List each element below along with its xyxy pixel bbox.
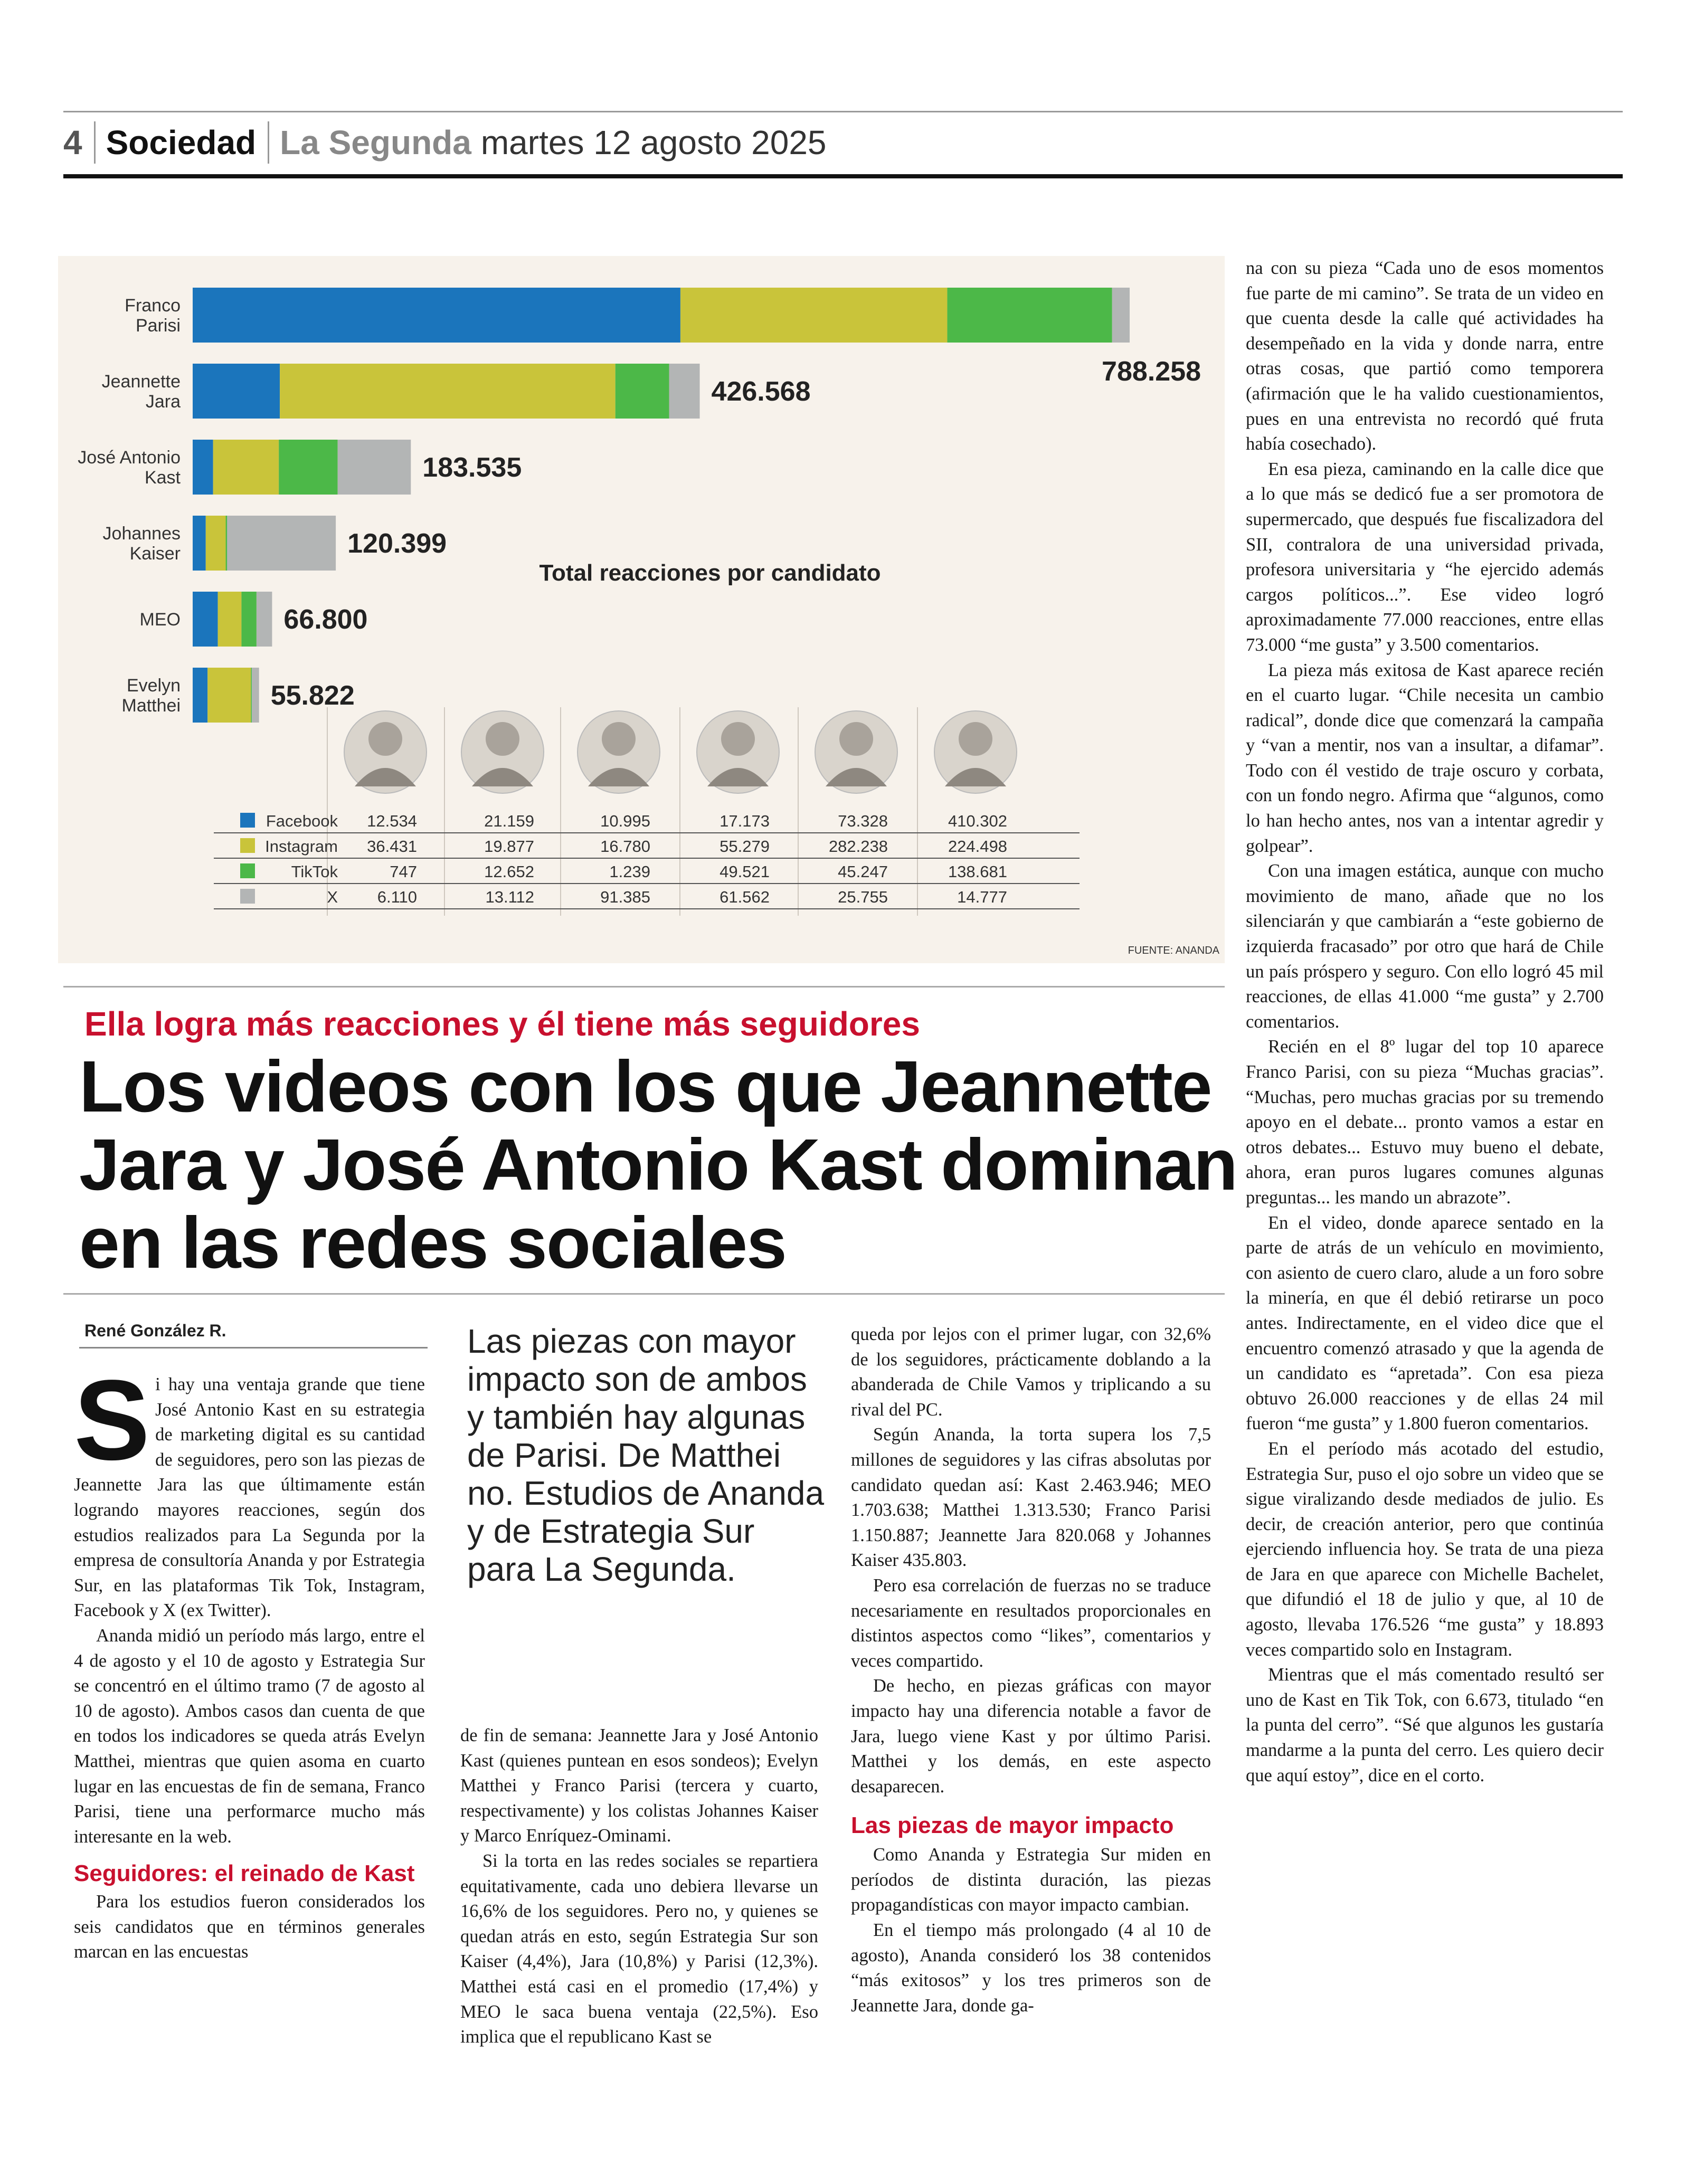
page-number: 4 [63, 121, 96, 164]
category-label: José Antonio Kast [78, 448, 181, 488]
table-cell: 138.681 [948, 862, 1007, 881]
paragraph: Como Ananda y Estrategia Sur miden en períodos de distinta duración, las piezas propagandísticas con mayor impacto cambian. [851, 1845, 1211, 1915]
headline-line: en las redes sociales [79, 1202, 786, 1284]
paragraph: De hecho, en piezas gráficas con mayor impacto hay una diferencia notable a favor de Jara, luego viene Kast y por último Parisi. Matthei y los demás, en este aspecto desaparecen. [851, 1676, 1211, 1797]
publication-date: martes 12 agosto 2025 [480, 124, 827, 162]
legend-swatch [240, 889, 255, 904]
page-header [63, 119, 827, 166]
legend-label: Facebook [266, 812, 338, 830]
table-cell: 16.780 [600, 837, 650, 856]
bar-segment-facebook [193, 516, 206, 571]
section-name: Sociedad [106, 121, 270, 164]
paragraph: Mientras que el más comentado resultó ser uno de Kast en Tik Tok, con 6.673, titulado “en la punta del cerro”. “Sé que algunos les gustaría mandarme a la punta del cerro. Les quiero decir que aquí estoy”, dice en el corto. [1246, 1665, 1604, 1786]
total-label: 66.800 [283, 604, 368, 635]
drop-cap: S [74, 1356, 150, 1484]
header-bottom-rule [63, 174, 1623, 178]
legend-swatch [240, 813, 255, 828]
paragraph: La pieza más exitosa de Kast aparece recién en el cuarto lugar. “Chile necesita un cambio radical”, donde dice que comenzará la campaña y “van a mentir, nos van a insultar, a difamar”. Todo con él vestido de traje oscuro y corbata, con un fondo negro. Afirma que “algunos, como lo han hecho antes, nos van a intentar agredir y golpear”. [1246, 660, 1604, 856]
total-label: 426.568 [711, 376, 811, 407]
table-cell: 55.279 [720, 837, 770, 856]
table-cell: 36.431 [367, 837, 417, 856]
table-cell: 224.498 [948, 837, 1007, 856]
table-cell: 12.652 [484, 862, 534, 881]
bar-segment-x [227, 516, 336, 571]
table-cell: 12.534 [367, 812, 417, 830]
table-cell: 10.995 [600, 812, 650, 830]
table-cell: 17.173 [720, 812, 770, 830]
headline-rule [63, 1293, 1225, 1295]
subheading: Las piezas de mayor impacto [851, 1812, 1174, 1839]
paragraph: En el período más acotado del estudio, Estrategia Sur, puso el ojo sobre un video que se sigue viralizando desde mediados de julio. Es decir, de creación anterior, pero que continúa ejerciendo influencia hoy. Se trata de una pieza de Jara en que aparece con Michelle Bachelet, que difundió el 18 de julio y que, al 10 de agosto, llevaba 176.526 “me gusta” y 18.893 veces compartido solo en Instagram. [1246, 1438, 1604, 1660]
paragraph: En el tiempo más prolongado (4 al 10 de agosto), Ananda consideró los 38 contenidos “más exitosos” y los tres primeros son de Jeannette Jara, donde ga- [851, 1920, 1211, 2016]
table-cell: 282.238 [828, 837, 888, 856]
bar-segment-facebook [193, 364, 280, 419]
bar-segment-x [338, 440, 411, 495]
paragraph: Ananda midió un período más largo, entre el 4 de agosto y el 10 de agosto y Estrategia Sur se concentró en el último tramo (7 de agosto al 10 de agosto). Ambos casos dan cuenta de que en todos los indicadores se queda atrás Evelyn Matthei, mientras que quien asoma en cuarto lugar en las encuestas de fin de semana, Franco Parisi, tiene una performarce mucho más interesante en la web. [74, 1625, 425, 1847]
bar-segment-x [1112, 288, 1130, 343]
table-cell: 45.247 [838, 862, 888, 881]
category-label: Johannes Kaiser [102, 524, 181, 564]
table-cell: 21.159 [484, 812, 534, 830]
bar-segment-x [669, 364, 700, 419]
bar-segment-facebook [193, 668, 207, 723]
byline: René González R. [84, 1321, 226, 1340]
bar-segment-instagram [280, 364, 616, 419]
kicker: Ella logra más reacciones y él tiene más seguidores [84, 1005, 920, 1043]
reactions-chart-svg [58, 256, 1225, 963]
table-cell: 6.110 [377, 888, 417, 906]
total-label: 788.258 [1102, 356, 1201, 387]
table-cell: 25.755 [838, 888, 888, 906]
table-cell: 13.112 [485, 888, 534, 906]
chart-source: FUENTE: ANANDA [1128, 945, 1219, 956]
legend-label: TikTok [291, 862, 338, 881]
chart-divider [63, 986, 1225, 987]
article-column-3 [851, 1322, 1211, 2018]
legend-label: Instagram [265, 837, 338, 856]
paragraph: de fin de semana: Jeannette Jara y José Antonio Kast (quienes puntean en esos sondeos); Evelyn Matthei y Franco Parisi (tercera y cuarto, respectivamente) y los colistas Johannes Kaiser y Marco Enríquez-Ominami. [460, 1725, 818, 1846]
total-label: 55.822 [270, 680, 355, 711]
bar-segment-x [257, 592, 272, 647]
article-column-1 [74, 1356, 425, 1965]
table-cell: 1.239 [609, 862, 650, 881]
bar-segment-instagram [680, 288, 948, 343]
legend-swatch [240, 863, 255, 878]
total-label: 120.399 [347, 528, 447, 559]
category-label: MEO [139, 610, 181, 630]
headline [79, 1046, 1237, 1284]
article-column-4 [1246, 256, 1604, 1788]
category-label: Franco Parisi [125, 296, 181, 336]
paragraph: Según Ananda, la torta supera los 7,5 millones de seguidores y las cifras absolutas por candidato quedan así: Kast 2.463.946; MEO 1.703.638; Matthei 1.313.530; Franco Parisi 1.150.887; Jeannette Jara 820.068 y Johannes Kaiser 435.803. [851, 1425, 1211, 1571]
article-column-2 [460, 1723, 818, 2050]
paragraph: i hay una ventaja grande que tiene José Antonio Kast en su estrategia de marketing digital es su cantidad de seguidores, pero son las piezas de Jeannette Jara las que últimamente están logrando mayores reacciones, según dos estudios realizados para La Segunda por la empresa de consultoría Ananda y por Estrategia Sur, en las plataformas Tik Tok, Instagram, Facebook y X (ex Twitter). [74, 1374, 425, 1621]
table-cell: 19.877 [484, 837, 534, 856]
legend-swatch [240, 838, 255, 853]
paragraph: En el video, donde aparece sentado en la parte de atrás de un vehículo en movimiento, con asiento de cuero claro, alude a un foro sobre la minería, en que él debió retirarse un poco antes. Indirectamente, en el video dice que el encuentro comenzó atrasado y que la agenda de un candidato es “apretada”. Con esa pieza obtuvo 26.000 reacciones y de ellas 24 mil fueron “me gusta” y 1.800 fueron comentarios. [1246, 1212, 1604, 1434]
candidate-photo [697, 711, 779, 793]
bar-segment-tiktok [616, 364, 669, 419]
total-label: 183.535 [422, 452, 522, 483]
bar-segment-tiktok [279, 440, 338, 495]
bar-segment-tiktok [251, 668, 252, 723]
bar-segment-facebook [193, 440, 213, 495]
candidate-photo [461, 711, 544, 793]
reactions-chart [58, 256, 1225, 963]
candidate-photo [815, 711, 897, 793]
publication-name: La Segunda [280, 124, 471, 162]
headline-line: Jara y José Antonio Kast dominan [79, 1124, 1237, 1205]
bar-segment-tiktok [226, 516, 228, 571]
bar-segment-instagram [213, 440, 279, 495]
table-cell: 91.385 [600, 888, 650, 906]
legend-label: X [327, 888, 338, 906]
headline-line: Los videos con los que Jeannette [79, 1046, 1211, 1127]
bar-segment-facebook [193, 592, 218, 647]
candidate-photo [344, 711, 427, 793]
paragraph: Para los estudios fueron considerados los seis candidatos que en términos generales marcan en las encuestas [74, 1892, 425, 1962]
bar-segment-instagram [207, 668, 251, 723]
pull-quote: Las piezas con mayor impacto son de ambos y también hay algunas de Parisi. De Matthei no. Estudios de Ananda y de Estrategia Sur para La Segunda. [467, 1322, 825, 1588]
paragraph: Recién en el 8º lugar del top 10 aparece Franco Parisi, con su pieza “Muchas gracias”. “Muchas, pero muchas gracias por su tremendo apoyo en el debate... pronto vamos a estar en otros debates... Estuvo muy bueno el debate, ahora, eran puros lugares comunes algunas preguntas... les mando un abrazote”. [1246, 1037, 1604, 1208]
paragraph: Con una imagen estática, aunque con mucho movimiento de mano, añade que no los silenciarán y que cambiarán a “este gobierno de izquierda fracasado” por otro que hará de Chile un país próspero y seguro. Con ello logró 45 mil reacciones, de ellas 41.000 “me gusta” y 2.700 comentarios. [1246, 861, 1604, 1032]
candidate-photo [578, 711, 660, 793]
paragraph: queda por lejos con el primer lugar, con 32,6% de los seguidores, prácticamente doblando a la abanderada de Chile Vamos y triplicando a su rival del PC. [851, 1324, 1211, 1420]
paragraph: Si la torta en las redes sociales se repartiera equitativamente, cada uno debiera llevarse un 16,6% de los seguidores. Pero no, y quienes se quedan atrás en esto, según Estrategia Sur son Kaiser (4,4%), Jara (10,8%) y Parisi (12,3%). Matthei está casi en el promedio (17,4%) y MEO le saca buena ventaja (22,5%). Eso implica que el republicano Kast se [460, 1850, 818, 2047]
bar-segment-facebook [193, 288, 680, 343]
chart-title: Total reacciones por candidato [539, 560, 881, 586]
paragraph: Pero esa correlación de fuerzas no se traduce necesariamente en resultados proporcionales en distintos aspectos como “likes”, comentarios y veces compartido. [851, 1575, 1211, 1671]
byline-rule [79, 1347, 428, 1349]
header-top-rule [63, 111, 1623, 112]
bar-segment-tiktok [241, 592, 256, 647]
table-cell: 14.777 [957, 888, 1007, 906]
category-label: Evelyn Matthei [121, 676, 181, 716]
bar-segment-instagram [218, 592, 242, 647]
bar-segment-tiktok [947, 288, 1112, 343]
candidate-photo [934, 711, 1017, 793]
paragraph: na con su pieza “Cada uno de esos momentos fue parte de mi camino”. Se trata de un video en que cuenta desde la calle qué actividades ha desempeñado en la vida y donde narra, entre otras cosas, que partió como temporera (afirmación que le ha valido cuestionamientos, pues en una entrevista no recordó qué fruta había cosechado). [1246, 258, 1604, 454]
table-cell: 49.521 [720, 862, 770, 881]
table-cell: 747 [390, 862, 417, 881]
bar-segment-instagram [206, 516, 226, 571]
subheading: Seguidores: el reinado de Kast [74, 1860, 415, 1887]
table-cell: 410.302 [948, 812, 1007, 830]
table-cell: 61.562 [720, 888, 770, 906]
paragraph: En esa pieza, caminando en la calle dice que a lo que más se dedicó fue a ser promotora de supermercado, que después fue fiscalizadora del SII, contralora de una universidad privada, profesora universitaria y “he ejercido además cargos políticos...”. Ese video logró aproximadamente 77.000 reacciones, entre ellas 73.000 “me gusta” y 3.500 comentarios. [1246, 459, 1604, 655]
table-cell: 73.328 [838, 812, 888, 830]
category-label: Jeannette Jara [101, 372, 181, 412]
bar-segment-x [252, 668, 259, 723]
